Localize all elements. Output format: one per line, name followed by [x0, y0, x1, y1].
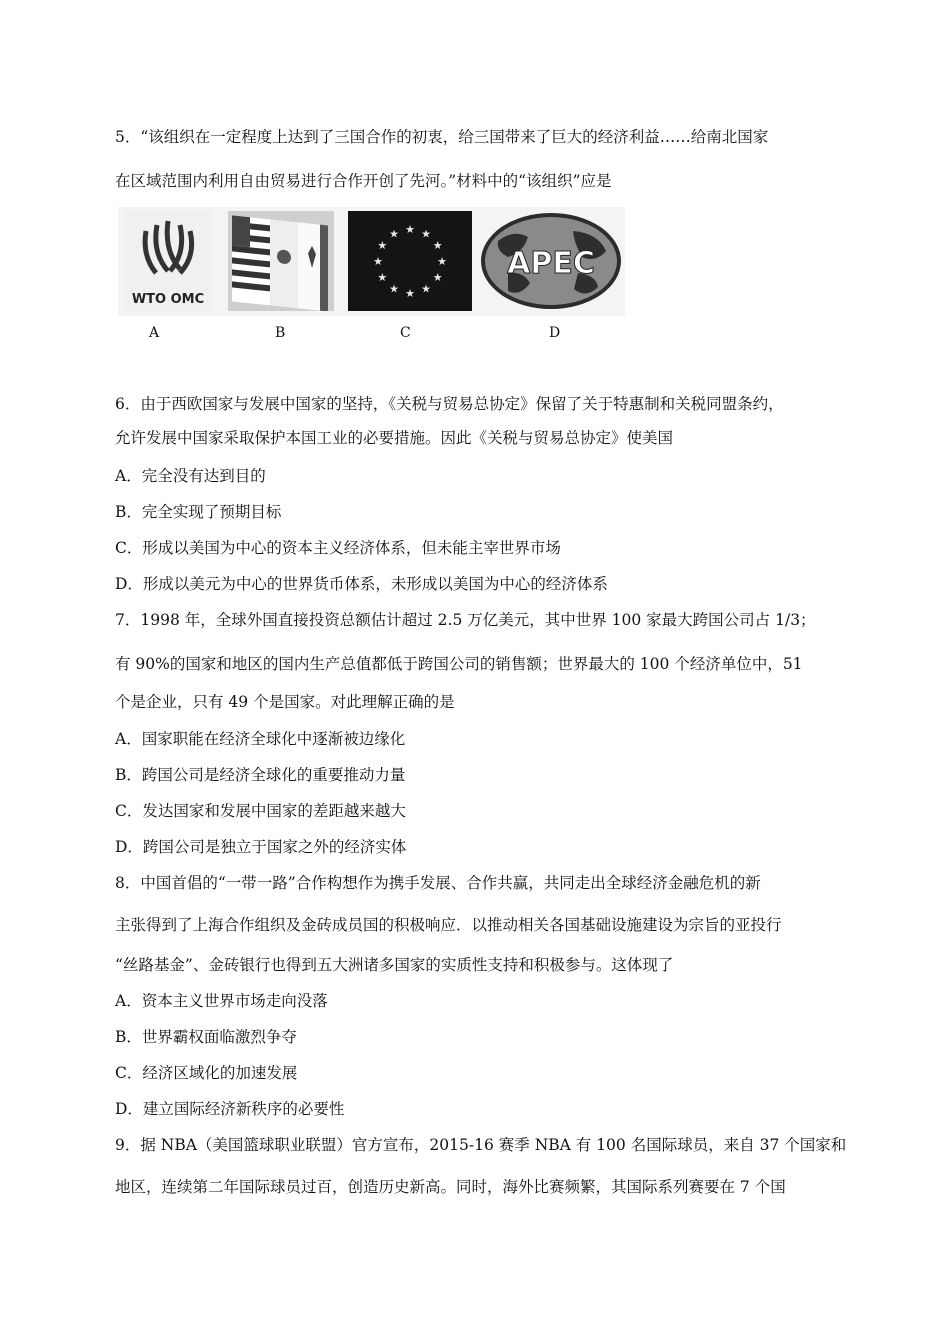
eu-star-icon: ★	[405, 223, 415, 236]
q8-stem-line1: 8．中国首倡的“一带一路”合作构想作为携手发展、合作共赢，共同走出全球经济金融危机的新	[115, 874, 761, 892]
apec-logo-text: APEC	[507, 246, 595, 281]
wto-logo-image	[124, 211, 212, 311]
eu-star-icon: ★	[389, 282, 399, 296]
q7-option-b: B．跨国公司是经济全球化的重要推动力量	[115, 766, 406, 784]
q8-stem-line3: “丝路基金”、金砖银行也得到五大洲诸多国家的实质性支持和积极参与。这体现了	[115, 956, 674, 974]
eu-star-icon: ★	[377, 239, 388, 252]
q5-label-b: B	[275, 325, 286, 341]
q8-stem-line2: 主张得到了上海合作组织及金砖成员国的积极响应．以推动相关各国基础设施建设为宗旨的亚投行	[115, 916, 782, 934]
eu-star-icon: ★	[421, 227, 431, 241]
eu-star-icon: ★	[432, 271, 443, 284]
q7-option-a: A．国家职能在经济全球化中逐渐被边缘化	[115, 730, 406, 748]
wto-logo-text: WTO OMC	[131, 292, 205, 307]
apec-logo-image	[478, 211, 624, 311]
q6-option-a: A．完全没有达到目的	[115, 467, 266, 485]
eu-star-icon: ★	[389, 227, 399, 241]
q6-option-c: C．形成以美国为中心的资本主义经济体系，但未能主宰世界市场	[115, 539, 561, 557]
q7-stem-line3: 个是企业，只有 49 个是国家。对此理解正确的是	[115, 693, 455, 711]
q5-label-a: A	[149, 325, 160, 341]
q5-label-c: C	[400, 325, 411, 341]
q8-option-b: B．世界霸权面临激烈争夺	[115, 1028, 297, 1046]
q8-option-d: D．建立国际经济新秩序的必要性	[115, 1100, 345, 1118]
q7-option-c: C．发达国家和发展中国家的差距越来越大	[115, 802, 406, 820]
q5-figure-row	[118, 207, 625, 316]
q7-stem-line2: 有 90%的国家和地区的国内生产总值都低于跨国公司的销售额；世界最大的 100 个经济单位中，51	[115, 655, 803, 673]
q6-option-b: B．完全实现了预期目标	[115, 503, 282, 521]
q6-stem-line2: 允许发展中国家采取保护本国工业的必要措施。因此《关税与贸易总协定》使美国	[115, 429, 674, 447]
q5-stem-line2: 在区域范围内利用自由贸易进行合作开创了先河。”材料中的“该组织”应是	[115, 172, 612, 190]
q8-option-a: A．资本主义世界市场走向没落	[115, 992, 328, 1010]
eu-star-icon: ★	[421, 282, 431, 296]
eu-star-icon: ★	[432, 239, 443, 252]
q6-option-d: D．形成以美元为中心的世界货币体系，未形成以美国为中心的经济体系	[115, 575, 608, 593]
q5-stem-line1: 5．“该组织在一定程度上达到了三国合作的初衷，给三国带来了巨大的经济利益……给南北国家	[115, 128, 769, 146]
eu-star-icon: ★	[405, 287, 415, 300]
q9-stem-line2: 地区，连续第二年国际球员过百，创造历史新高。同时，海外比赛频繁，其国际系列赛要在 7 个国	[115, 1178, 786, 1196]
eu-flag-image	[348, 211, 472, 311]
q6-stem-line1: 6．由于西欧国家与发展中国家的坚持，《关税与贸易总协定》保留了关于特惠制和关税同盟条约，	[115, 395, 784, 413]
nafta-flags-image	[228, 211, 334, 311]
eu-star-icon: ★	[377, 271, 388, 284]
q7-option-d: D．跨国公司是独立于国家之外的经济实体	[115, 838, 407, 856]
q5-label-d: D	[549, 325, 561, 341]
eu-star-icon: ★	[373, 255, 383, 268]
eu-star-icon: ★	[437, 255, 447, 268]
q8-option-c: C．经济区域化的加速发展	[115, 1064, 298, 1082]
q7-stem-line1: 7．1998 年，全球外国直接投资总额估计超过 2.5 万亿美元，其中世界 100 家最大跨国公司占 1/3；	[115, 611, 816, 629]
q9-stem-line1: 9．据 NBA（美国篮球职业联盟）官方宣布，2015-16 赛季 NBA 有 100 名国际球员，来自 37 个国家和	[115, 1136, 847, 1154]
